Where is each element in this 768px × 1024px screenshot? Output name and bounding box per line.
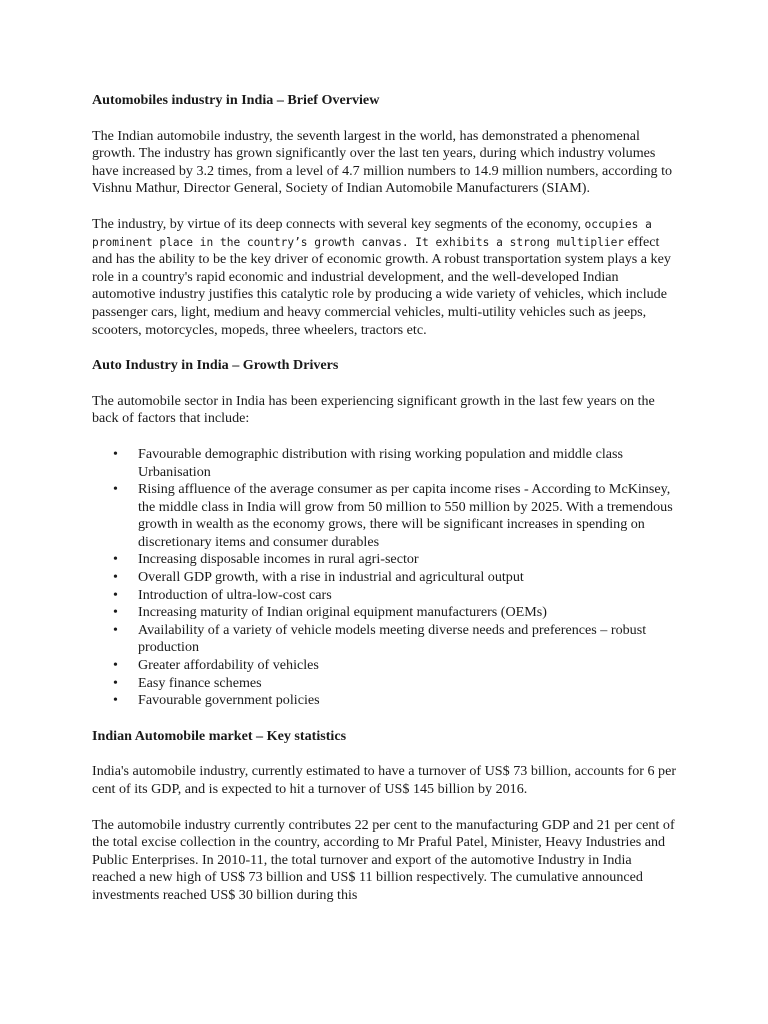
list-item: • Availability of a variety of vehicle models meeting diverse needs and preferences – robust production [138,622,678,657]
paragraph-manufacturing-gdp: The automobile industry currently contributes 22 per cent to the manufacturing GDP and 21 per cent of the total excise collection in the country, according to Mr Praful Patel, Minister, Heavy Industries and Public Enterprises. In 2010-11, the total turnover and export of the automotive Industry in India reached a new high of US$ 73 billion and US$ 11 billion respectively. The cumulative announced investments reached US$ 30 billion during this [92,816,675,903]
list-item: • Overall GDP growth, with a rise in industrial and agricultural output [138,569,678,587]
list-item: • Increasing maturity of Indian original equipment manufacturers (OEMs) [138,604,678,622]
growth-drivers-list [92,446,678,710]
paragraph-economy-lead: The industry, by virtue of its deep connects with several key segments of the economy, [92,215,581,232]
list-item: • Favourable demographic distribution with rising working population and middle class Urbanisation [138,446,678,481]
paragraph-economy-mono: occupies a prominent place in the country’s growth canvas. It exhibits a strong multiplier [92,217,652,249]
list-item: • Introduction of ultra-low-cost cars [138,587,678,605]
list-item: • Rising affluence of the average consumer as per capita income rises - According to McKinsey, the middle class in India will grow from 50 million to 550 million by 2025. With a tremendous growth in wealth as the economy grows, there will be significant increases in spending on discretionary items and consumer durables [138,481,678,551]
list-item: • Favourable government policies [138,692,678,710]
section-heading-growth-drivers: Auto Industry in India – Growth Drivers [92,357,339,374]
paragraph-economy-rest: effect and has the ability to be the key driver of economic growth. A robust transportation system plays a key role in a country's rapid economic and industrial development, and the well-developed Indian automotive industry justifies this catalytic role by producing a wide variety of vehicles, which include passenger cars, light, medium and heavy commercial vehicles, multi-utility vehicles such as jeeps, scooters, motorcycles, mopeds, three wheelers, tractors etc. [92,233,671,338]
list-item: • Greater affordability of vehicles [138,657,678,675]
section-heading-key-statistics: Indian Automobile market – Key statistics [92,727,347,744]
section-heading-overview: Automobiles industry in India – Brief Overview [92,92,380,108]
paragraph-overview-economy [92,216,678,339]
paragraph-growth-intro: The automobile sector in India has been experiencing significant growth in the last few years on the back of factors that include: [92,392,655,427]
document-page [92,92,678,905]
list-item: • Easy finance schemes [138,675,678,693]
paragraph-turnover: India's automobile industry, currently estimated to have a turnover of US$ 73 billion, accounts for 6 per cent of its GDP, and is expected to hit a turnover of US$ 145 billion by 2016. [92,763,677,797]
list-item: • Increasing disposable incomes in rural agri-sector [138,551,678,569]
paragraph-overview-intro: The Indian automobile industry, the seventh largest in the world, has demonstrated a phenomenal growth. The industry has grown significantly over the last ten years, during which industry volumes have increased by 3.2 times, from a level of 4.7 million numbers to 14.9 million numbers, according to Vishnu Mathur, Director General, Society of Indian Automobile Manufacturers (SIAM). [92,127,673,197]
